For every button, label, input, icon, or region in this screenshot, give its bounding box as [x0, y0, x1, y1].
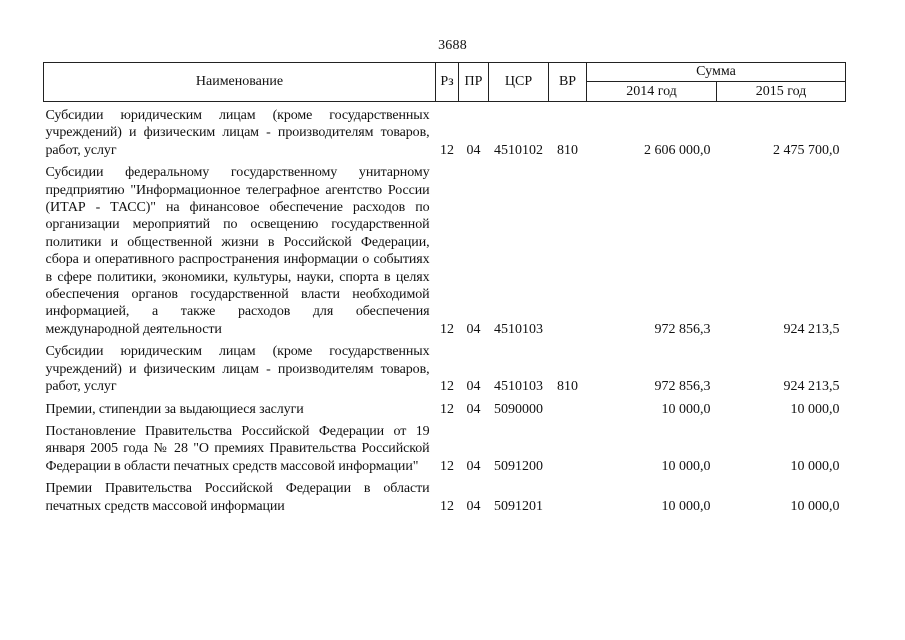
table-header: [44, 63, 846, 102]
row-name: Субсидии юридическим лицам (кроме государственных учреждений) и физическим лицам - производителям товаров, работ, услуг: [45, 108, 430, 158]
row-rz: 12: [440, 458, 454, 474]
row-pr: 04: [466, 321, 481, 337]
row-vr: [549, 475, 587, 515]
row-sum-2014: 972 856,3: [654, 379, 711, 395]
row-name: Премии, стипендии за выдающиеся заслуги: [45, 401, 304, 417]
row-sum-2014: 10 000,0: [661, 498, 711, 514]
row-sum-2015: 10 000,0: [790, 401, 840, 417]
row-vr: [549, 418, 587, 475]
table-body: [44, 102, 846, 515]
row-name: Постановление Правительства Российской Федерации от 19 января 2005 года № 28 "О премиях Правительства Российской Федерации в области печатных средств массовой информации": [45, 423, 430, 474]
col-header-sum: Сумма: [587, 63, 846, 82]
col-header-vr: ВР: [549, 63, 587, 102]
col-header-2014: 2014 год: [587, 82, 717, 102]
col-header-rz: Рз: [436, 63, 459, 102]
row-sum-2015: 924 213,5: [783, 379, 840, 395]
row-rz: 12: [440, 401, 454, 417]
col-header-csr: ЦСР: [489, 63, 549, 102]
row-rz: 12: [440, 498, 454, 514]
row-pr: 04: [466, 401, 481, 417]
table-row: [44, 396, 846, 418]
row-vr: 810: [557, 379, 578, 395]
row-pr: 04: [466, 498, 481, 514]
table-row: [44, 475, 846, 515]
row-vr: 810: [557, 142, 578, 158]
row-csr: 4510102: [494, 142, 543, 158]
row-rz: 12: [440, 379, 454, 395]
table-row: [44, 159, 846, 338]
row-sum-2015: 10 000,0: [790, 458, 840, 474]
table-row: [44, 102, 846, 160]
row-pr: 04: [466, 142, 481, 158]
col-header-2015: 2015 год: [717, 82, 846, 102]
row-vr: [549, 159, 587, 338]
row-name: Субсидии юридическим лицам (кроме государственных учреждений) и физическим лицам - производителям товаров, работ, услуг: [45, 344, 430, 395]
row-csr: 5091200: [494, 458, 543, 474]
row-sum-2014: 10 000,0: [661, 401, 711, 417]
table-row: [44, 338, 846, 395]
row-vr: [549, 396, 587, 418]
row-csr: 4510103: [494, 379, 543, 395]
row-rz: 12: [440, 321, 454, 337]
row-name: Премии Правительства Российской Федерации в области печатных средств массовой информации: [45, 481, 430, 514]
row-csr: 5090000: [494, 401, 543, 417]
row-csr: 4510103: [494, 321, 543, 337]
table-row: [44, 418, 846, 475]
row-sum-2014: 972 856,3: [654, 321, 711, 337]
row-sum-2015: 924 213,5: [783, 321, 840, 337]
row-pr: 04: [466, 458, 481, 474]
col-header-name: Наименование: [44, 63, 436, 102]
row-sum-2014: 2 606 000,0: [644, 142, 711, 158]
budget-table: [43, 62, 846, 515]
row-rz: 12: [440, 142, 454, 158]
page-number: 3688: [438, 38, 467, 53]
row-sum-2014: 10 000,0: [661, 458, 711, 474]
row-sum-2015: 10 000,0: [790, 498, 840, 514]
row-name: Субсидии федеральному государственному унитарному предприятию "Информационное телеграфное агентство России (ИТАР - ТАСС)" на финансовое обеспечение расходов по организации мероприятий по освещению государственной политики и общественной жизни в Российской Федерации, сбора и оперативного распространения информации о событиях в сфере политики, экономики, культуры, науки, спорта в целях обеспечения органов государственной власти необходимой информацией, а также расходов для обеспечения международной деятельности: [45, 165, 430, 337]
col-header-pr: ПР: [459, 63, 489, 102]
row-sum-2015: 2 475 700,0: [773, 142, 840, 158]
row-pr: 04: [466, 379, 481, 395]
row-csr: 5091201: [494, 498, 543, 514]
